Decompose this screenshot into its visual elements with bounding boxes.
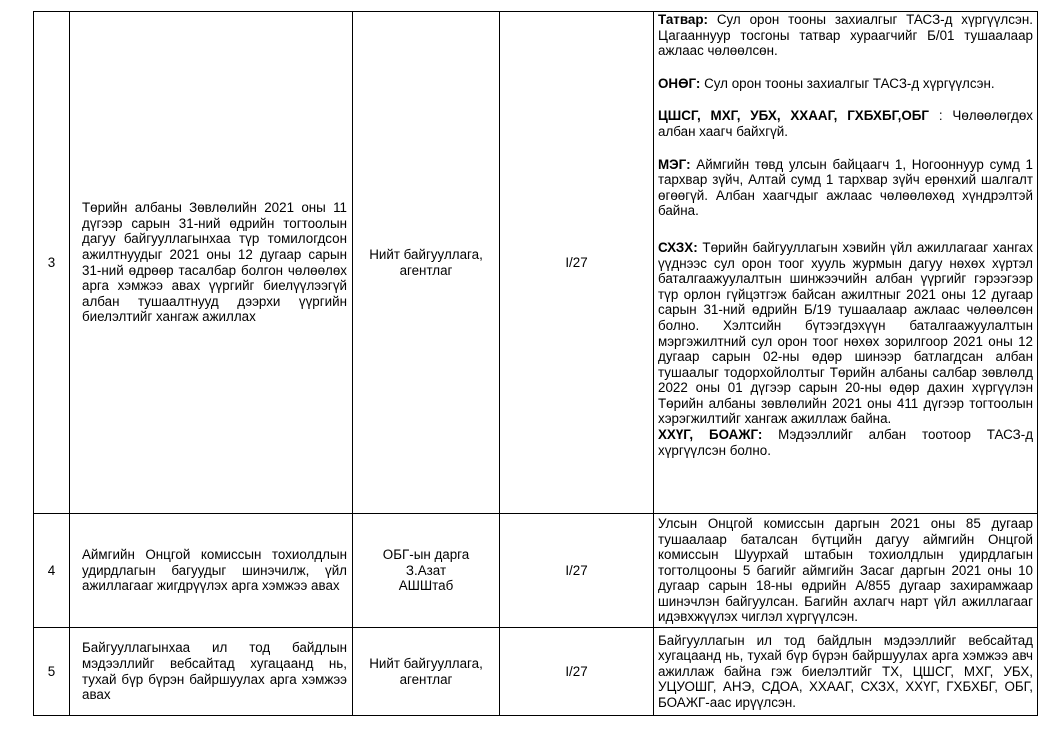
report-text: Аймгийн төвд улсын байцаагч 1, Ногооннуур сумд 1 тархвар зүйч, Алтай сумд 1 тархвар зүйч ерөнхий шалгалт өгөөгүй. Албан хаагчдыг ажлаас чөлөөлөхөд хүндрэлтэй байна. [658, 156, 1033, 219]
table-row [34, 628, 1038, 716]
reference-code: I/27 [500, 12, 654, 514]
report-text: Мэдээллийг албан тоотоор ТАСЗ-д хүргүүлсэн болно. [658, 427, 1034, 458]
responsible-party: Нийт байгууллага, агентлаг [353, 12, 500, 514]
org-label: ЦШСГ, МХГ, УБХ, ХХААГ, ГХБХБГ,ОБГ [658, 108, 930, 124]
task-description: Аймгийн Онцгой комиссын тохиолдлын удирдлагын багуудыг шинэчилж, үйл ажиллагааг жигдрүүлэх арга хэмжээ авах [70, 514, 353, 628]
implementation-report: Улсын Онцгой комиссын даргын 2021 оны 85 дугаар тушаалаар баталсан бүтцийн дагуу аймгийн Онцгой комиссын Шуурхай штабын тохиолдлын удирдлагын тогтолцооны 5 багийг аймгийн Засаг даргын 2021 оны 10 дугаар сарын 18-ны өдрийн А/855 дугаар захирамжаар шинэчлэн байгуулсан. Багийн ахлагч нарт үйл ажиллагааг идэвхжүүлэх чиглэл хүргүүлсэн. [654, 514, 1038, 628]
org-label: СХЗХ: [658, 239, 698, 255]
report-paragraph [658, 427, 1033, 458]
report-table [33, 11, 1038, 716]
responsible-line: АШШтаб [398, 578, 454, 594]
task-description: Төрийн албаны Зөвлөлийн 2021 оны 11 дүгээр сарын 31-ний өдрийн тогтоолын дагуу байгууллагынхаа түр томилогдсон ажилтнуудыг 2021 оны 12 дугаар сарын 31-ний өдрөөр тасалбар болгон чөлөөлөх арга хэмжээ авах үүргийг биелүүлээгүй албан тушаалтнууд дээрхи үүргийн биелэлтийг хангаж ажиллах [70, 12, 353, 514]
row-number: 4 [34, 514, 70, 628]
report-paragraph [658, 108, 1033, 139]
org-label: ОНӨГ: [658, 75, 701, 91]
report-text: Төрийн байгууллагын хэвийн үйл ажиллагааг хангах үүднээс сул орон тоог хууль журмын дагуу нөхөх хүртэл баталгаажуулалтын шинжээчийн албан үүргийг гэрээгээр түр орлон гүйцэтгэж байсан ажилтныг 2021 оны 12 дугаар сарын 31-ний өдрийн Б/19 тушаалаар ажлаас чөлөөлсөн болно. Хэлтсийн бүтээгдэхүүн баталгаажуулалтын мэргэжилтний сул орон тоог нөхөх зорилгоор 2021 оны 12 дугаар сарын 02-ны өдөр шинээр батлагдсан албан тушаалыг тодорхойлолтыг Төрийн албаны салбар зөвлөлд 2022 оны 01 дүгээр сарын 20-ны өдөр дахин хүргүүлэн Төрийн албаны зөвлөлийн 2021 оны 411 дүгээр тогтоолын хэрэгжилтийг хангаж ажиллаж байна. [658, 239, 1033, 427]
responsible-party: Нийт байгууллага, агентлаг [353, 628, 500, 716]
reference-code: I/27 [500, 514, 654, 628]
report-paragraph [658, 240, 1033, 427]
row-number: 3 [34, 12, 70, 514]
row-number: 5 [34, 628, 70, 716]
responsible-line: З.Азат [405, 562, 447, 578]
task-description: Байгууллагынхаа ил тод байдлын мэдээллийг вебсайтад хугацаанд нь, тухай бүр бүрэн байршуулах арга хэмжээ авах [70, 628, 353, 716]
table-row [34, 514, 1038, 628]
table-row [34, 12, 1038, 514]
org-label: МЭГ: [658, 156, 691, 172]
report-text: Сул орон тооны захиалгыг ТАСЗ-д хүргүүлсэн. [700, 75, 995, 91]
org-label: Татвар: [658, 12, 708, 27]
responsible-party [353, 514, 500, 628]
responsible-line: ОБГ-ын дарга [382, 547, 470, 563]
report-paragraph [658, 76, 1033, 92]
reference-code: I/27 [500, 628, 654, 716]
report-paragraph [658, 157, 1033, 219]
org-label: ХХҮГ, БОАЖГ: [658, 427, 763, 443]
report-paragraph [658, 12, 1033, 59]
implementation-report [654, 12, 1038, 514]
report-text: Сул орон тооны захиалгыг ТАСЗ-д хүргүүлсэн. Цагааннуур тосгоны татвар хураагчийг Б/01 тушаалаар ажлаас чөлөөлсөн. [658, 12, 1033, 59]
implementation-report: Байгууллагын ил тод байдлын мэдээллийг вебсайтад хугацаанд нь, тухай бүр бүрэн байршуулах арга хэмжээ авч ажиллаж байна гэж биелэлтийг ТХ, ЦШСГ, МХГ, УБХ, УЦУОШГ, АНЭ, СДОА, ХХААГ, СХЗХ, ХХҮГ, ГХБХБГ, ОБГ, БОАЖГ-аас ирүүлсэн. [654, 628, 1038, 716]
report-text: : Чөлөөлөгдөх албан хаагч байхгүй. [658, 108, 1033, 139]
